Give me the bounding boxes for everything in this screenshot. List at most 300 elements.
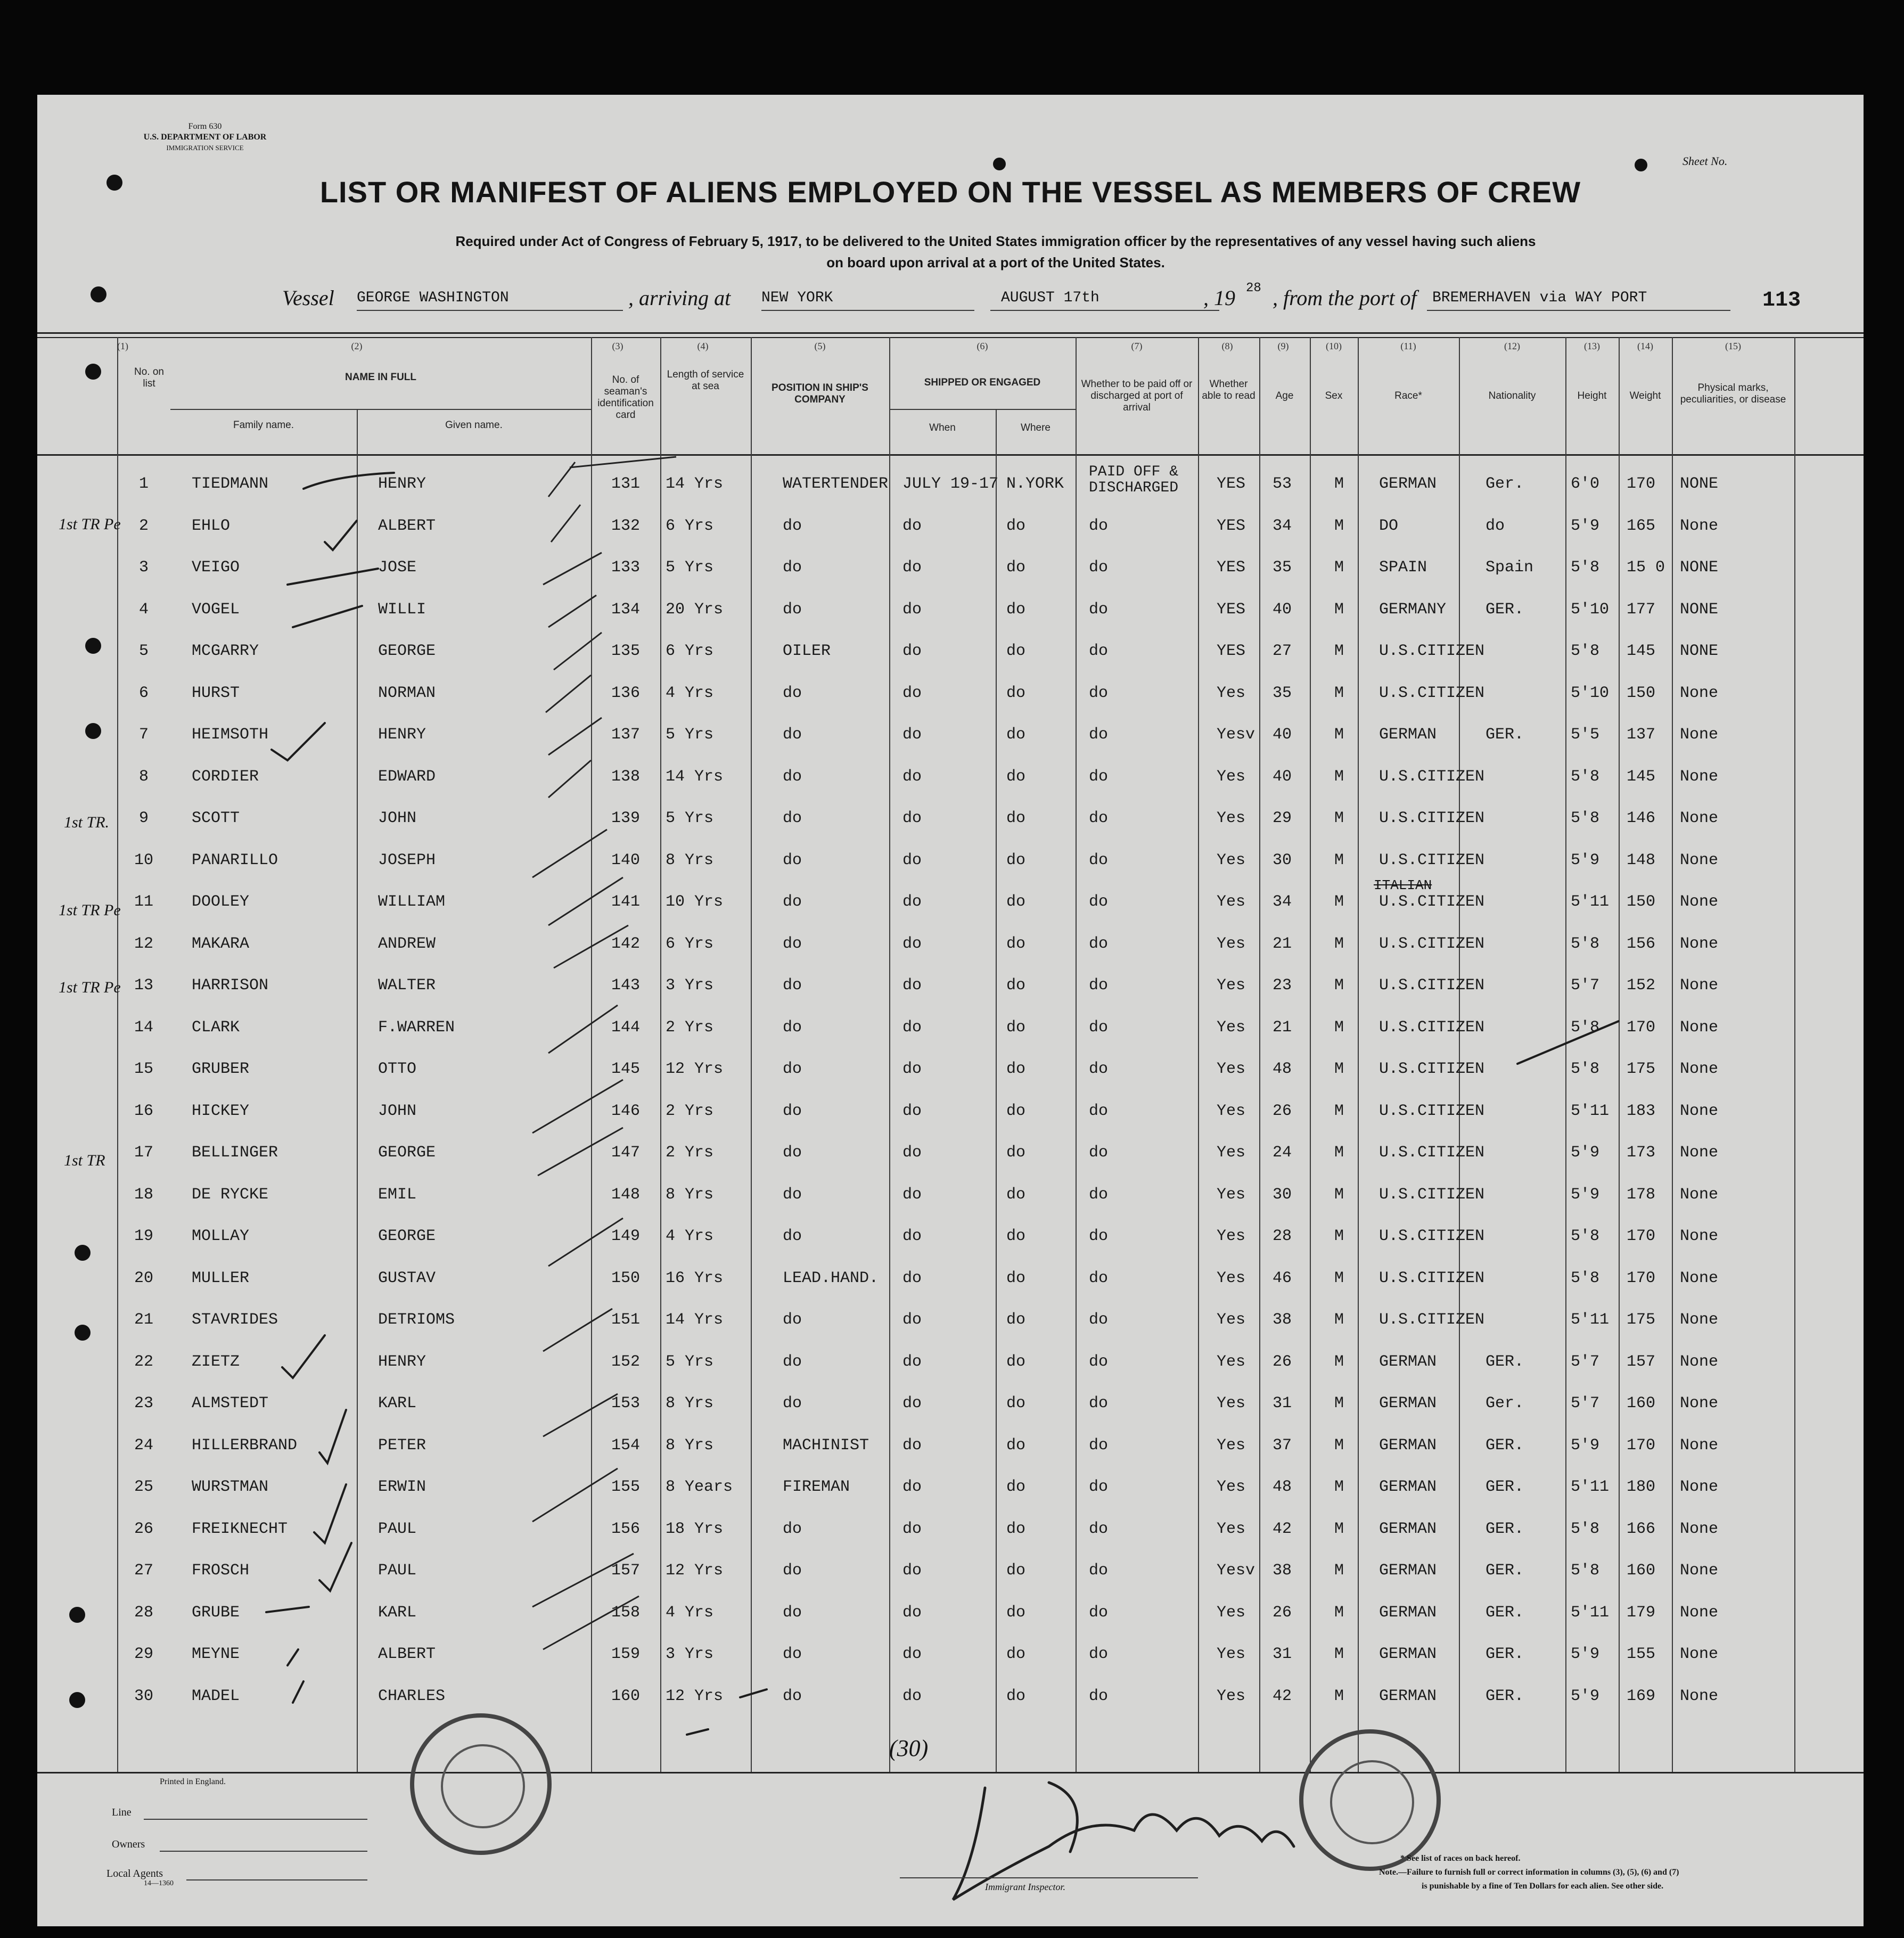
- cell-when: do: [902, 1269, 922, 1287]
- cell-marks: None: [1680, 767, 1719, 786]
- cell-no: 21: [134, 1311, 153, 1329]
- cell-paid: do: [1089, 1436, 1109, 1455]
- cell-sex: M: [1334, 1645, 1344, 1663]
- cell-service: 8 Yrs: [666, 851, 714, 869]
- cell-service: 4 Yrs: [666, 1603, 714, 1622]
- cell-height: 5'8: [1571, 934, 1600, 953]
- cell-position: do: [783, 516, 802, 535]
- cell-given: EDWARD: [378, 767, 436, 786]
- vessel-label: Vessel: [282, 286, 334, 310]
- cell-family: SCOTT: [192, 809, 240, 827]
- cell-race: GERMAN: [1379, 1394, 1437, 1413]
- from-label: , from the port of: [1273, 286, 1417, 310]
- cell-height: 5'9: [1571, 1185, 1600, 1204]
- cell-height: 5'8: [1571, 1562, 1600, 1580]
- cell-height: 5'9: [1571, 1687, 1600, 1705]
- cell-height: 5'9: [1571, 516, 1600, 535]
- cell-card: 139: [611, 809, 640, 827]
- cell-where: do: [1006, 1311, 1026, 1329]
- cell-family: HURST: [192, 684, 240, 702]
- cell-position: do: [783, 976, 802, 995]
- cell-where: N.YORK: [1006, 475, 1064, 493]
- cell-marks: None: [1680, 1144, 1719, 1162]
- cell-sex: M: [1334, 1352, 1344, 1371]
- cell-weight: 160: [1627, 1562, 1656, 1580]
- cell-where: do: [1006, 893, 1026, 911]
- cell-no: 19: [134, 1227, 153, 1245]
- cell-family: MADEL: [192, 1687, 240, 1705]
- cell-card: 134: [611, 600, 640, 619]
- cell-age: 21: [1273, 1018, 1292, 1037]
- cell-marks: None: [1680, 1478, 1719, 1496]
- subtitle-line2: on board upon arrival at a port of the United States.: [826, 254, 1165, 270]
- cell-where: do: [1006, 1520, 1026, 1538]
- cell-given: GEORGE: [378, 1227, 436, 1245]
- cell-service: 14 Yrs: [666, 767, 724, 786]
- cell-when: do: [902, 1478, 922, 1496]
- cell-when: do: [902, 976, 922, 995]
- cell-weight: 177: [1627, 600, 1656, 619]
- cell-card: 131: [611, 475, 640, 493]
- cell-card: 160: [611, 1687, 640, 1705]
- colnum-7: (7): [1131, 341, 1143, 351]
- cell-where: do: [1006, 1185, 1026, 1204]
- cell-given: KARL: [378, 1603, 417, 1622]
- cell-where: do: [1006, 1478, 1026, 1496]
- cell-sex: M: [1334, 1060, 1344, 1078]
- cell-no: 3: [138, 559, 149, 577]
- cell-no: 20: [134, 1269, 153, 1287]
- cell-position: do: [783, 1562, 802, 1580]
- cell-height: 5'8: [1571, 559, 1600, 577]
- cell-service: 8 Yrs: [666, 1394, 714, 1413]
- cell-age: 38: [1273, 1311, 1292, 1329]
- cell-marks: None: [1680, 1687, 1719, 1705]
- eagle-seal-icon: [441, 1744, 525, 1828]
- cell-card: 145: [611, 1060, 640, 1078]
- col-service: Length of service at sea: [667, 369, 744, 392]
- cell-weight: 170: [1627, 475, 1656, 493]
- cell-when: do: [902, 934, 922, 953]
- cell-nationality: GER.: [1486, 1436, 1524, 1455]
- cell-height: 5'10: [1571, 600, 1610, 619]
- cell-marks: None: [1680, 1645, 1719, 1663]
- cell-when: do: [902, 1562, 922, 1580]
- cell-age: 26: [1273, 1603, 1292, 1622]
- cell-paid: do: [1089, 1269, 1109, 1287]
- cell-family: DE RYCKE: [192, 1185, 269, 1204]
- cell-card: 158: [611, 1603, 640, 1622]
- cell-weight: 155: [1627, 1645, 1656, 1663]
- footer-line: Line: [112, 1806, 132, 1818]
- cell-given: JOHN: [378, 809, 417, 827]
- cell-read: Yes: [1217, 976, 1246, 995]
- cell-sex: M: [1334, 516, 1344, 535]
- cell-marks: None: [1680, 1562, 1719, 1580]
- service: IMMIGRATION SERVICE: [166, 144, 244, 152]
- col-id-card: No. of seaman's identification card: [597, 374, 654, 421]
- margin-note: 1st TR Pe: [59, 901, 121, 919]
- cell-where: do: [1006, 516, 1026, 535]
- cell-sex: M: [1334, 1478, 1344, 1496]
- cell-given: ALBERT: [378, 1645, 436, 1663]
- cell-weight: 179: [1627, 1603, 1656, 1622]
- cell-nationality: Ger.: [1486, 475, 1524, 493]
- total-count: (30): [889, 1735, 929, 1761]
- cell-height: 5'11: [1571, 1102, 1610, 1120]
- cell-height: 5'9: [1571, 1436, 1600, 1455]
- cell-card: 151: [611, 1311, 640, 1329]
- cell-where: do: [1006, 1060, 1026, 1078]
- cell-service: 8 Yrs: [666, 1436, 714, 1455]
- cell-read: Yes: [1217, 1227, 1246, 1245]
- cell-sex: M: [1334, 684, 1344, 702]
- cell-given: OTTO: [378, 1060, 417, 1078]
- cell-nationality: Spain: [1486, 559, 1534, 577]
- cell-height: 5'7: [1571, 976, 1600, 995]
- cell-paid: do: [1089, 893, 1109, 911]
- cell-when: do: [902, 516, 922, 535]
- cell-where: do: [1006, 851, 1026, 869]
- cell-when: do: [902, 1394, 922, 1413]
- cell-sex: M: [1334, 809, 1344, 827]
- cell-height: 5'10: [1571, 684, 1610, 702]
- cell-race: U.S.CITIZEN: [1379, 1144, 1485, 1162]
- col-age: Age: [1275, 390, 1294, 401]
- cell-card: 136: [611, 684, 640, 702]
- cell-no: 17: [134, 1144, 153, 1162]
- cell-where: do: [1006, 1227, 1026, 1245]
- cell-age: 28: [1273, 1227, 1292, 1245]
- cell-weight: 178: [1627, 1185, 1656, 1204]
- cell-family: STAVRIDES: [192, 1311, 278, 1329]
- printed-note: Printed in England.: [160, 1777, 226, 1786]
- cell-no: 26: [134, 1520, 153, 1538]
- cell-weight: 166: [1627, 1520, 1656, 1538]
- cell-weight: 175: [1627, 1311, 1656, 1329]
- cell-family: HICKEY: [192, 1102, 250, 1120]
- margin-note: 1st TR.: [64, 814, 110, 831]
- cell-card: 133: [611, 559, 640, 577]
- margin-note: 1st TR Pe: [59, 979, 121, 996]
- cell-weight: 146: [1627, 809, 1656, 827]
- cell-position: do: [783, 684, 802, 702]
- cell-paid: do: [1089, 1018, 1109, 1037]
- cell-position: FIREMAN: [783, 1478, 850, 1496]
- cell-sex: M: [1334, 1687, 1344, 1705]
- col-shipped: SHIPPED OR ENGAGED: [924, 377, 1041, 388]
- cell-where: do: [1006, 809, 1026, 827]
- cell-paid: do: [1089, 600, 1109, 619]
- cell-weight: 170: [1627, 1018, 1656, 1037]
- cell-marks: None: [1680, 809, 1719, 827]
- manifest-sheet: [37, 95, 1864, 1926]
- cell-read: Yes: [1217, 1687, 1246, 1705]
- cell-read: Yesv: [1217, 726, 1255, 744]
- cell-where: do: [1006, 600, 1026, 619]
- cell-paid: do: [1089, 809, 1109, 827]
- arrival-port: NEW YORK: [761, 290, 833, 306]
- cell-marks: None: [1680, 1436, 1719, 1455]
- cell-position: do: [783, 1645, 802, 1663]
- cell-read: Yes: [1217, 1311, 1246, 1329]
- cell-age: 27: [1273, 642, 1292, 660]
- cell-nationality: GER.: [1486, 1520, 1524, 1538]
- cell-paid: do: [1089, 1227, 1109, 1245]
- cell-service: 18 Yrs: [666, 1520, 724, 1538]
- cell-when: do: [902, 1311, 922, 1329]
- cell-race: GERMAN: [1379, 1603, 1437, 1622]
- cell-race: U.S.CITIZEN: [1379, 1311, 1485, 1329]
- cell-height: 5'11: [1571, 1478, 1610, 1496]
- cell-paid: do: [1089, 976, 1109, 995]
- col-when: When: [929, 422, 956, 433]
- cell-sex: M: [1334, 1018, 1344, 1037]
- cell-height: 5'8: [1571, 1060, 1600, 1078]
- cell-service: 12 Yrs: [666, 1060, 724, 1078]
- year-prefix: , 19: [1203, 286, 1235, 310]
- col-paid-off: Whether to be paid off or discharged at port of arrival: [1081, 379, 1193, 413]
- manifest-title: LIST OR MANIFEST OF ALIENS EMPLOYED ON THE VESSEL AS MEMBERS OF CREW: [319, 175, 1581, 209]
- cell-sex: M: [1334, 1185, 1344, 1204]
- col-family-name: Family name.: [233, 420, 294, 431]
- cell-when: do: [902, 1520, 922, 1538]
- cell-age: 48: [1273, 1060, 1292, 1078]
- cell-race: U.S.CITIZEN: [1379, 976, 1485, 995]
- cell-weight: 145: [1627, 642, 1656, 660]
- cell-no: 8: [138, 767, 149, 786]
- cell-read: Yes: [1217, 934, 1246, 953]
- cell-read: YES: [1217, 642, 1246, 660]
- cell-card: 153: [611, 1394, 640, 1413]
- cell-position: WATERTENDER: [783, 475, 889, 493]
- cell-card: 148: [611, 1185, 640, 1204]
- cell-height: 5'11: [1571, 1311, 1610, 1329]
- cell-position: do: [783, 1102, 802, 1120]
- cell-family: VOGEL: [192, 600, 240, 619]
- cell-height: 5'9: [1571, 851, 1600, 869]
- cell-sex: M: [1334, 1520, 1344, 1538]
- cell-given: GEORGE: [378, 642, 436, 660]
- cell-nationality: GER.: [1486, 1603, 1524, 1622]
- col-read: Whether able to read: [1202, 379, 1255, 401]
- cell-read: Yes: [1217, 1436, 1246, 1455]
- cell-position: do: [783, 893, 802, 911]
- cell-card: 140: [611, 851, 640, 869]
- cell-given: PETER: [378, 1436, 426, 1455]
- cell-no: 22: [134, 1352, 153, 1371]
- cell-card: 149: [611, 1227, 640, 1245]
- cell-read: Yes: [1217, 893, 1246, 911]
- footer-owners: Owners: [112, 1838, 145, 1850]
- cell-weight: 160: [1627, 1394, 1656, 1413]
- cell-sex: M: [1334, 1269, 1344, 1287]
- cell-family: MEYNE: [192, 1645, 240, 1663]
- cell-read: Yes: [1217, 1060, 1246, 1078]
- cell-nationality: GER.: [1486, 1687, 1524, 1705]
- cell-where: do: [1006, 559, 1026, 577]
- margin-note: 1st TR Pe: [59, 515, 121, 533]
- cell-height: 5'8: [1571, 1269, 1600, 1287]
- cell-nationality: GER.: [1486, 1352, 1524, 1371]
- cell-service: 8 Yrs: [666, 1185, 714, 1204]
- subtitle-line1: Required under Act of Congress of February 5, 1917, to be delivered to the United States immigration officer by the representatives of any vessel having such aliens: [455, 233, 1536, 249]
- footer-note2: Note.—Failure to furnish full or correct information in columns (3), (5), (6) and (7): [1379, 1868, 1679, 1877]
- cell-card: 147: [611, 1144, 640, 1162]
- cell-family: GRUBE: [192, 1603, 240, 1622]
- cell-when: do: [902, 851, 922, 869]
- cell-race: DO: [1379, 516, 1399, 535]
- cell-where: do: [1006, 767, 1026, 786]
- cell-when: do: [902, 1060, 922, 1078]
- consulate-stamp: [1299, 1729, 1441, 1871]
- colnum-5: (5): [814, 341, 826, 351]
- cell-family: ZIETZ: [192, 1352, 240, 1371]
- cell-no: 30: [134, 1687, 153, 1705]
- cell-family: HEIMSOTH: [192, 726, 269, 744]
- cell-service: 2 Yrs: [666, 1144, 714, 1162]
- cell-no: 28: [134, 1603, 153, 1622]
- cell-family: CLARK: [192, 1018, 240, 1037]
- cell-service: 12 Yrs: [666, 1687, 724, 1705]
- cell-paid: do: [1089, 1311, 1109, 1329]
- cell-marks: None: [1680, 1269, 1719, 1287]
- cell-position: do: [783, 726, 802, 744]
- cell-where: do: [1006, 1603, 1026, 1622]
- cell-no: 7: [138, 726, 149, 744]
- cell-card: 141: [611, 893, 640, 911]
- cell-where: do: [1006, 976, 1026, 995]
- cell-position: do: [783, 934, 802, 953]
- cell-service: 2 Yrs: [666, 1018, 714, 1037]
- cell-service: 6 Yrs: [666, 516, 714, 535]
- cell-race: U.S.CITIZEN: [1379, 1185, 1485, 1204]
- cell-race: GERMAN: [1379, 726, 1437, 744]
- cell-given: KARL: [378, 1394, 417, 1413]
- cell-sex: M: [1334, 976, 1344, 995]
- cell-race: U.S.CITIZEN: [1379, 1018, 1485, 1037]
- cell-position: do: [783, 1603, 802, 1622]
- cell-when: do: [902, 1018, 922, 1037]
- cell-marks: None: [1680, 1227, 1719, 1245]
- cell-weight: 170: [1627, 1227, 1656, 1245]
- cell-height: 5'8: [1571, 642, 1600, 660]
- cell-sex: M: [1334, 1562, 1344, 1580]
- cell-no: 9: [138, 809, 149, 827]
- cell-marks: None: [1680, 1394, 1719, 1413]
- cell-family: CORDIER: [192, 767, 259, 786]
- cell-marks: None: [1680, 934, 1719, 953]
- cell-position: do: [783, 1520, 802, 1538]
- cell-age: 24: [1273, 1144, 1292, 1162]
- colnum-13: (13): [1584, 341, 1600, 351]
- cell-where: do: [1006, 1144, 1026, 1162]
- cell-age: 35: [1273, 684, 1292, 702]
- cell-card: 154: [611, 1436, 640, 1455]
- cell-paid: PAID OFF & DISCHARGED: [1089, 464, 1179, 496]
- cell-race: U.S.CITIZEN: [1379, 934, 1485, 953]
- col-name-in-full: NAME IN FULL: [344, 372, 417, 383]
- col-where: Where: [1021, 422, 1051, 433]
- cell-where: do: [1006, 684, 1026, 702]
- cell-when: do: [902, 1687, 922, 1705]
- cell-nationality: do: [1486, 516, 1505, 535]
- cell-paid: do: [1089, 1144, 1109, 1162]
- cell-weight: 165: [1627, 516, 1656, 535]
- col-marks: Physical marks, peculiarities, or disease: [1680, 382, 1786, 405]
- cell-marks: None: [1680, 516, 1719, 535]
- cell-sex: M: [1334, 642, 1344, 660]
- cell-position: do: [783, 1311, 802, 1329]
- cell-height: 5'8: [1571, 1227, 1600, 1245]
- cell-paid: do: [1089, 1603, 1109, 1622]
- cell-card: 142: [611, 934, 640, 953]
- cell-given: HENRY: [378, 726, 426, 744]
- cell-height: 5'8: [1571, 767, 1600, 786]
- cell-no: 1: [138, 475, 149, 493]
- cell-given: JOSEPH: [378, 851, 436, 869]
- cell-no: 10: [134, 851, 153, 869]
- cell-no: 24: [134, 1436, 153, 1455]
- cell-read: Yesv: [1217, 1562, 1255, 1580]
- cell-race: GERMAN: [1379, 1352, 1437, 1371]
- cell-service: 10 Yrs: [666, 893, 724, 911]
- cell-age: 48: [1273, 1478, 1292, 1496]
- cell-marks: None: [1680, 684, 1719, 702]
- cell-read: Yes: [1217, 851, 1246, 869]
- cell-no: 23: [134, 1394, 153, 1413]
- cell-given: F.WARREN: [378, 1018, 455, 1037]
- cell-weight: 173: [1627, 1144, 1656, 1162]
- cell-paid: do: [1089, 1394, 1109, 1413]
- cell-when: do: [902, 1102, 922, 1120]
- cell-given: JOSE: [378, 559, 417, 577]
- cell-service: 14 Yrs: [666, 475, 724, 493]
- cell-when: do: [902, 684, 922, 702]
- cell-read: Yes: [1217, 767, 1246, 786]
- sheet-label: Sheet No.: [1683, 154, 1728, 168]
- cell-marks: None: [1680, 1352, 1719, 1371]
- cell-marks: None: [1680, 1185, 1719, 1204]
- cell-family: FREIKNECHT: [192, 1520, 288, 1538]
- cell-no: 16: [134, 1102, 153, 1120]
- cell-service: 5 Yrs: [666, 809, 714, 827]
- cell-where: do: [1006, 1352, 1026, 1371]
- cell-read: Yes: [1217, 1144, 1246, 1162]
- cell-family: GRUBER: [192, 1060, 250, 1078]
- cell-read: YES: [1217, 516, 1246, 535]
- cell-height: 6'0: [1571, 475, 1600, 493]
- cell-weight: 180: [1627, 1478, 1656, 1496]
- cell-height: 5'8: [1571, 809, 1600, 827]
- cell-age: 40: [1273, 600, 1292, 619]
- cell-given: HENRY: [378, 475, 426, 493]
- cell-service: 16 Yrs: [666, 1269, 724, 1287]
- cell-service: 6 Yrs: [666, 934, 714, 953]
- cell-race: GERMAN: [1379, 1436, 1437, 1455]
- cell-family: BELLINGER: [192, 1144, 278, 1162]
- cell-age: 34: [1273, 893, 1292, 911]
- cell-card: 132: [611, 516, 640, 535]
- cell-when: JULY 19-17: [902, 475, 999, 493]
- footer-note1: * See list of races on back hereof.: [1400, 1854, 1521, 1863]
- cell-position: do: [783, 1394, 802, 1413]
- footer-note3: is punishable by a fine of Ten Dollars for each alien. See other side.: [1422, 1882, 1664, 1891]
- cell-paid: do: [1089, 559, 1109, 577]
- cell-family: EHLO: [192, 516, 231, 535]
- cell-read: Yes: [1217, 1102, 1246, 1120]
- cell-race: GERMAN: [1379, 1687, 1437, 1705]
